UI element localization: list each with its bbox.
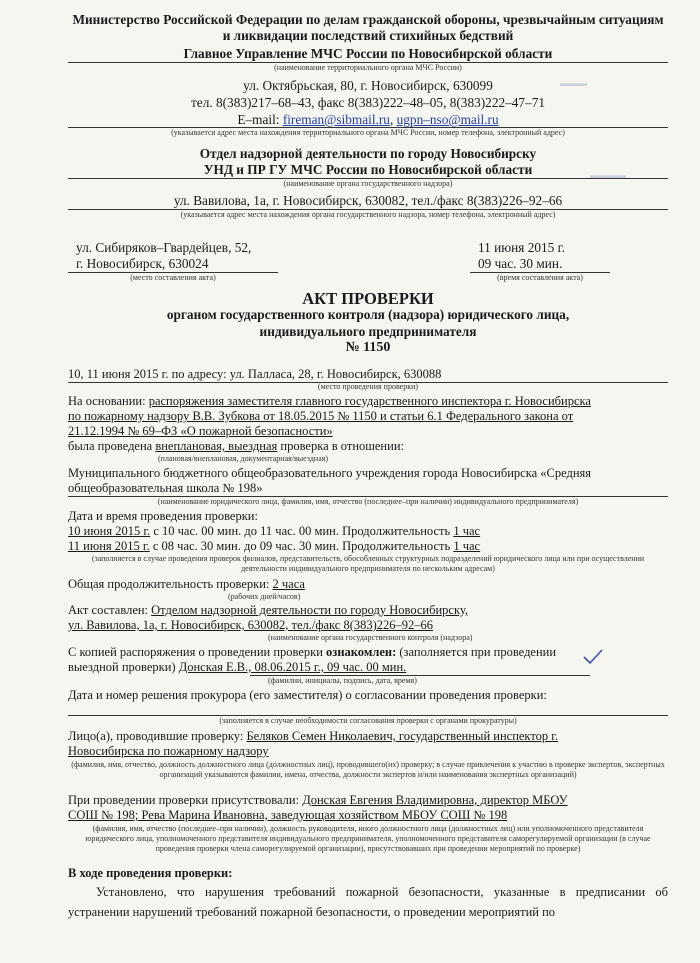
inspection-type-pre: была проведена (68, 439, 153, 453)
persons-line-2: Новосибирска по пожарному надзору (68, 744, 269, 758)
inspection-type: внеплановая, выездная (155, 439, 278, 453)
datetime-range: с 08 час. 30 мин. до 09 час. 30 мин. Продолжительность (152, 539, 451, 553)
copy-line-1 (68, 645, 668, 660)
inspection-place: 10, 11 июня 2015 г. по адресу: ул. Палласа, 28, г. Новосибирск, 630088 (68, 367, 668, 383)
course-text: Установлено, что нарушения требований пожарной безопасности, указанные в предписании об устранении нарушений требований пожарной безопасности, о проведении мероприятий по (68, 885, 668, 919)
organization-line-1: Муниципального бюджетного общеобразовательного учреждения города Новосибирска «Средняя (68, 466, 592, 480)
bleed-through: ▬▬▬ (560, 78, 587, 88)
caption: (наименование юридического лица, фамилия, имя, отчество (последнее–при наличии) индивидуального предпринимателя) (157, 497, 579, 506)
caption: (плановая/внеплановая, документарная/выездная) (158, 454, 329, 463)
time-block (470, 240, 610, 283)
caption: (фамилии, инициалы, подпись, дата, время) (268, 676, 417, 685)
caption: (фамилия, имя, отчество, должность должностного лица (должностных лиц), проводившего(их) проверку; в случае привлечения к участию в проверке экспертов, экспертных организаций указываются фамилии, имена, отчества, должности экспертов и/или наименования экспертных организаций) (71, 760, 665, 779)
copy-post: (заполняется при проведении (399, 645, 557, 659)
datetime-row-2 (68, 539, 668, 554)
email-label: E–mail: (237, 112, 280, 127)
caption: (рабочих дней/часов) (228, 592, 301, 601)
datetime-date: 10 июня 2015 г. (68, 524, 151, 538)
caption: (фамилия, имя, отчество (последнее–при наличии), должность руководителя, иного должностного лица (должностных лиц) или уполномоченного представителя юридического лица, уполномоченного представителя индивидуального предпринимателя, уполномоченного представителя саморегулируемой организации (в случае проведения проверки члена саморегулируемой организации), присутствовавших при проведении мероприятий по проверке) (85, 824, 651, 853)
present-value: Донская Евгения Владимировна, директор МБОУ (302, 793, 568, 807)
persons-value: Беляков Семен Николаевич, государственный инспектор г. (246, 729, 559, 743)
place-line-2: г. Новосибирск, 630024 (68, 256, 278, 273)
datetime-date: 11 июня 2015 г. (68, 539, 150, 553)
present-line-2: СОШ № 198; Рева Марина Ивановна, заведующая хозяйством МБОУ СОШ № 198 (68, 808, 508, 822)
drawn-label: Акт составлен: (68, 603, 149, 617)
act-time: 09 час. 30 мин. (470, 256, 610, 273)
copy-acknowledged: ознакомлен: (326, 645, 397, 659)
present-label: При проведении проверки присутствовали: (68, 793, 300, 807)
datetime-label: Дата и время проведения проверки: (68, 509, 258, 523)
copy-line-2 (68, 660, 668, 675)
inspection-type-post: проверка в отношении: (280, 439, 404, 453)
caption: (место составления акта) (130, 273, 216, 282)
document-subtitle-2: индивидуального предпринимателя (259, 324, 477, 339)
ministry-name: Министерство Российской Федерации по делам гражданской обороны, чрезвычайным ситуациям и ликвидации последствий стихийных бедствий (72, 12, 664, 43)
caption: (место проведения проверки) (317, 382, 419, 391)
main-department-address: ул. Октябрьская, 80, г. Новосибирск, 630099 (243, 78, 493, 93)
total-value: 2 часа (272, 577, 305, 591)
datetime-duration: 1 час (453, 524, 481, 538)
copy-2-pre: выездной проверки) (68, 660, 176, 674)
main-department-email (68, 112, 668, 128)
basis-line-2: по пожарному надзору В.В. Зубкова от 18.05.2015 № 1150 и статьи 6.1 Федерального закона от (68, 409, 574, 423)
caption: (время составления акта) (497, 273, 583, 282)
persons-label: Лицо(а), проводившие проверку: (68, 729, 244, 743)
total-duration (68, 577, 668, 592)
basis-line-1 (68, 394, 668, 409)
main-department: Главное Управление МЧС России по Новосибирской области (183, 46, 553, 61)
basis-label: На основании: (68, 394, 146, 408)
caption: (указывается адрес места нахождения органа государственного надзора, номер телефона, электронный адрес) (180, 210, 556, 219)
copy-signature-value: Донская Е.В., 08.06.2015 г., 09 час. 00 мин. (178, 660, 407, 674)
caption: (наименование органа государственного надзора) (283, 179, 453, 188)
document-title: АКТ ПРОВЕРКИ (302, 289, 434, 308)
course-label: В ходе проведения проверки: (68, 866, 233, 880)
basis-text: распоряжения заместителя главного государственного инспектора г. Новосибирска (148, 394, 591, 408)
copy-pre: С копией распоряжения о проведении проверки (68, 645, 323, 659)
checkmark-icon (582, 648, 604, 666)
supervision-address: ул. Вавилова, 1а, г. Новосибирск, 630082, тел./факс 8(383)226–92–66 (173, 193, 563, 208)
datetime-duration: 1 час (453, 539, 481, 553)
datetime-range: с 10 час. 00 мин. до 11 час. 00 мин. Продолжительность (153, 524, 451, 538)
organization-line-2: общеобразовательная школа № 198» (68, 481, 668, 497)
total-label: Общая продолжительность проверки: (68, 577, 270, 591)
caption: (указывается адрес места нахождения территориального органа МЧС России, номер телефона, электронный адрес) (171, 128, 565, 137)
supervision-dept-line-2: УНД и ПР ГУ МЧС России по Новосибирской области (203, 162, 533, 177)
drawn-line-2: ул. Вавилова, 1а, г. Новосибирск, 630082, тел./факс 8(383)226–92–66 (68, 618, 434, 632)
document-number: № 1150 (345, 340, 391, 355)
caption: (наименование органа государственного контроля (надзора) (268, 633, 473, 642)
main-department-phones: тел. 8(383)217–68–43, факс 8(383)222–48–05, 8(383)222–47–71 (190, 95, 546, 110)
caption: (заполняется в случае проведения проверок филиалов, представительств, обособленных структурных подразделений юридического лица или при осуществлении деятельности индивидуального предпринимателя по нескольким адресам) (91, 554, 645, 573)
email-link-1[interactable]: fireman@sibmail.ru (282, 112, 390, 127)
email-link-2[interactable]: ugpn–nso@mail.ru (396, 112, 499, 127)
act-date: 11 июня 2015 г. (478, 240, 565, 255)
datetime-row-1 (68, 524, 668, 539)
place-block (68, 240, 278, 283)
persons-line-1 (68, 729, 668, 744)
supervision-dept-line-1: Отдел надзорной деятельности по городу Новосибирску (199, 146, 537, 161)
document-subtitle-1: органом государственного контроля (надзора) юридического лица, (166, 307, 570, 322)
place-line-1: ул. Сибиряков–Гвардейцев, 52, (76, 240, 252, 255)
inspection-type-line (68, 439, 668, 454)
email-separator: , (389, 112, 394, 127)
prosecutor-line: Дата и номер решения прокурора (его заместителя) о согласовании проведения проверки: (68, 688, 547, 702)
drawn-org: Отделом надзорной деятельности по городу Новосибирску, (151, 603, 468, 617)
basis-line-3: 21.12.1994 № 69–ФЗ «О пожарной безопасности» (68, 424, 333, 438)
bleed-through: ▬▬▬▬ (590, 170, 626, 180)
caption: (заполняется в случае необходимости согласования проверки с органами прокуратуры) (219, 716, 517, 725)
drawn-line-1 (68, 603, 668, 618)
present-line-1 (68, 793, 668, 808)
caption: (наименование территориального органа МЧС России) (274, 63, 462, 72)
